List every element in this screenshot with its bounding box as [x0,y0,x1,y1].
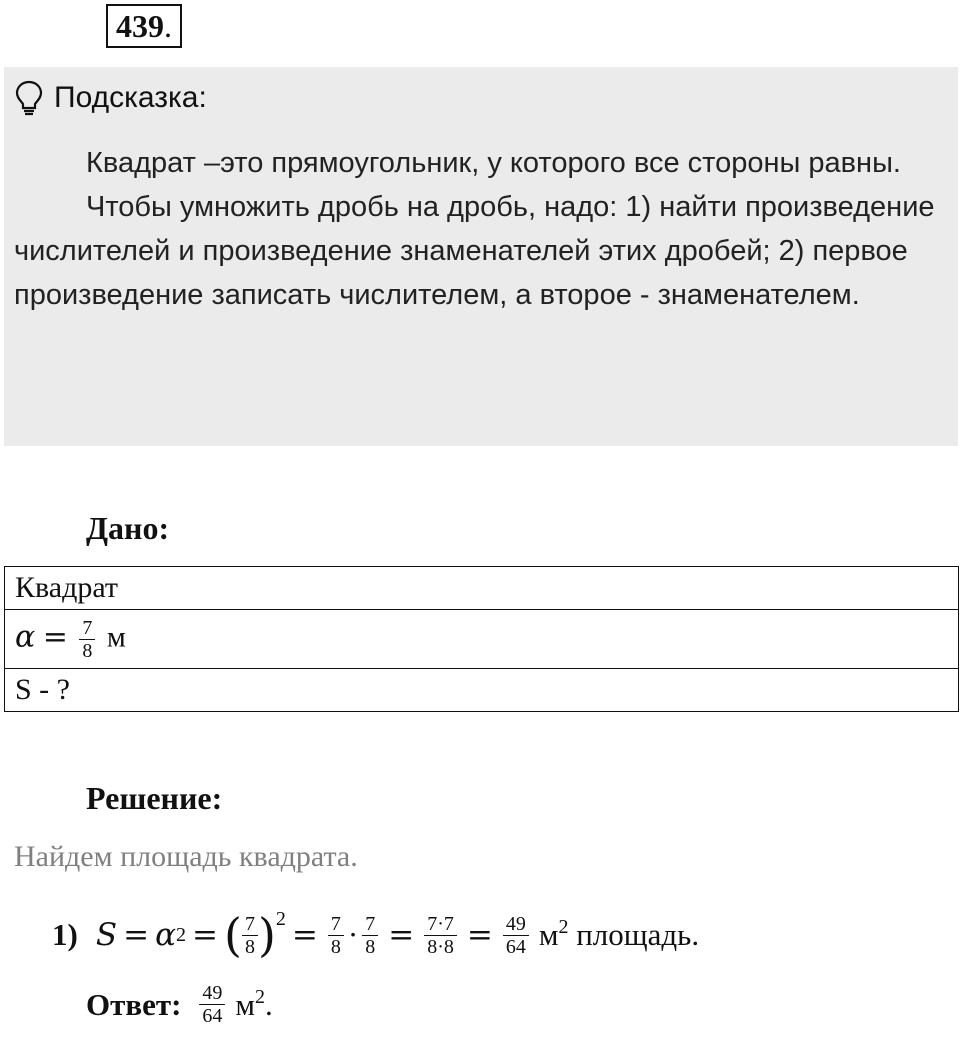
hint-text [14,141,944,317]
hint-paragraph-2: Чтобы умножить дробь на дробь, надо: 1) найти произведение числителей и произведение знаменателей этих дробей; 2) первое произведение записать числителем, а второе - знаменателем. [14,191,935,311]
unit-m: м [235,986,256,1022]
solution-suffix: площадь. [568,917,700,952]
answer-label: Ответ: [86,986,182,1022]
answer-line [86,982,273,1027]
exponent: 2 [558,916,569,938]
table-row [5,567,959,610]
fraction-product: $\frac{7\cdot 7}{8\cdot 8}$ [424,913,457,958]
fraction-49-64: $\frac{49}{64}$ [503,913,529,958]
hint-paragraph-1: Квадрат –это прямоугольник, у которого все стороны равны. [86,147,901,179]
equals-sign: = [123,917,150,953]
exponent: 2 [176,923,186,946]
multiply-dot: · [347,917,359,952]
solution-intro: Найдем площадь квадрата. [14,840,358,873]
equals-sign: = [42,618,68,654]
equals-sign: = [291,917,318,953]
lightbulb-icon [14,80,44,116]
var-s: S [95,917,118,953]
given-row-3: S - ? [5,669,959,712]
answer-period: . [265,986,273,1022]
equals-sign: = [466,917,493,953]
solution-label: Решение: [86,780,223,816]
equals-sign: = [192,917,218,953]
unit-m: м [106,619,126,653]
given-table [4,566,959,712]
solution-step-1 [52,908,700,962]
table-row [5,669,959,712]
fraction-49-64: $\frac{49}{64}$ [199,982,225,1027]
fraction-7-8: $\frac{7}{8}$ [79,617,95,662]
table-row [5,610,959,669]
fraction-7-8: $\frac{7}{8}$ [362,913,378,958]
hint-title [14,78,207,118]
exponent: 2 [275,908,286,930]
unit-m: м [538,917,559,952]
exponent: 2 [255,986,266,1008]
fraction-7-8: $\frac{7}{8}$ [328,913,344,958]
alpha-symbol: α [155,917,176,953]
given-row-2 [5,610,959,669]
fraction-7-8: $\frac{7}{8}$ [242,913,258,958]
given-label: Дано: [86,510,170,546]
given-row-1: Квадрат [5,567,959,610]
left-paren: ( [223,908,242,962]
alpha-symbol: α [15,618,36,654]
problem-number: 439. [106,4,182,48]
hint-title-text: Подсказка: [54,81,207,114]
equals-sign: = [388,917,415,953]
step-number: 1) [52,917,78,952]
right-paren: ) [257,908,276,962]
